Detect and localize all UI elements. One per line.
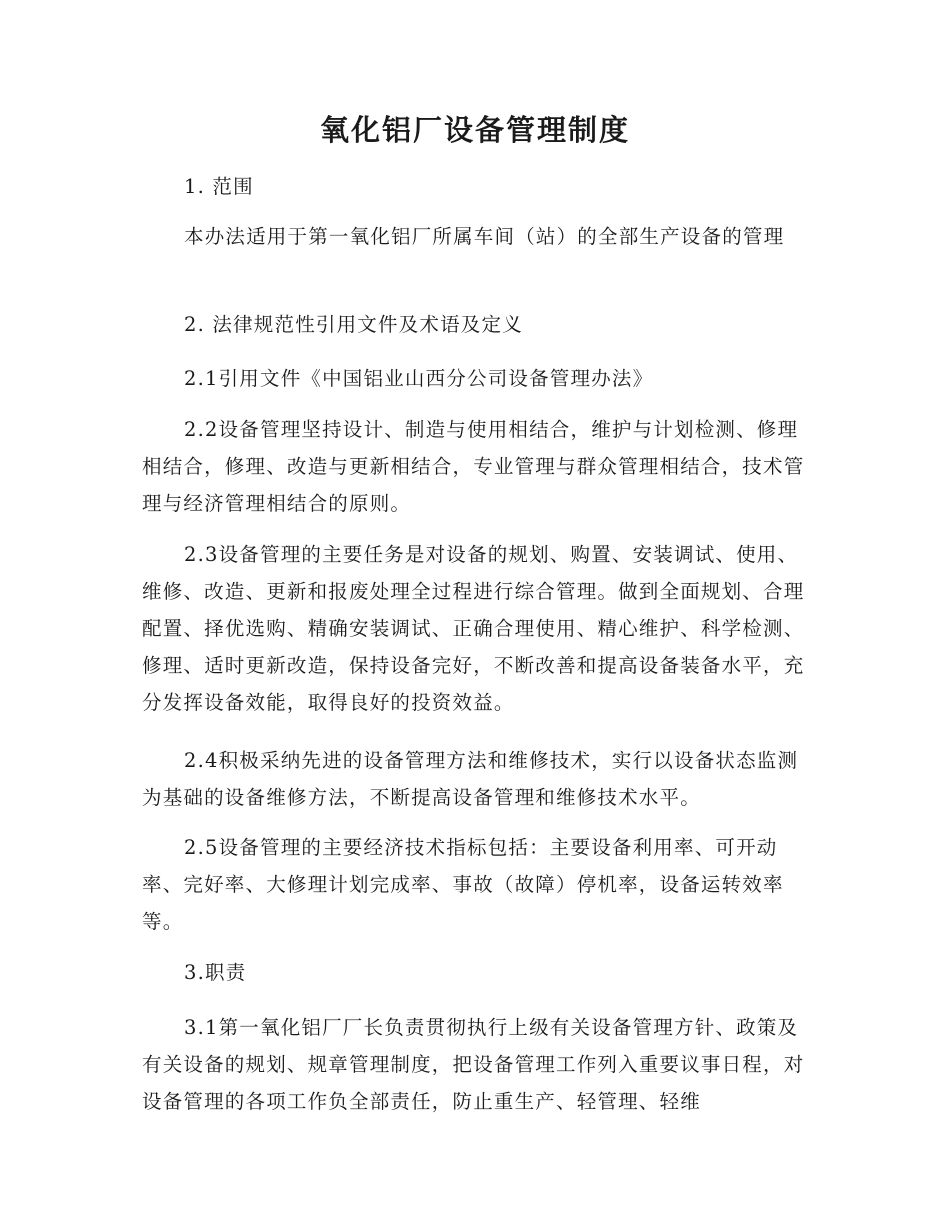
document-title: 氧化铝厂设备管理制度 [319, 113, 630, 147]
section-1-text: 本办法适用于第一氧化铝厂所属车间（站）的全部生产设备的管理 [184, 225, 785, 248]
clause-2-1: 2.1引用文件《中国铝业山西分公司设备管理办法》 [184, 367, 654, 390]
section-1-heading: 1. 范围 [184, 175, 254, 198]
clause-2-2: 2.2设备管理坚持设计、制造与使用相结合，维护与计划检测、修理相结合，修理、改造与更新相结合，专业管理与群众管理相结合，技术管理与经济管理相结合的原则。 [142, 418, 805, 515]
section-3-heading: 3.职责 [184, 961, 247, 984]
clause-2-3: 2.3设备管理的主要任务是对设备的规划、购置、安装调试、使用、维修、改造、更新和报废处理全过程进行综合管理。做到全面规划、合理配置、择优选购、精确安装调试、正确合理使用、精心维护、科学检测、修理、适时更新改造，保持设备完好，不断改善和提高设备装备水平，充分发挥设备效能，取得良好的投资效益。 [142, 543, 805, 714]
clause-2-4: 2.4积极采纳先进的设备管理方法和维修技术，实行以设备状态监测为基础的设备维修方法，不断提高设备管理和维修技术水平。 [142, 749, 799, 809]
clause-3-1: 3.1第一氧化铝厂厂长负责贯彻执行上级有关设备管理方针、政策及有关设备的规划、规章管理制度，把设备管理工作列入重要议事日程，对设备管理的各项工作负全部责任，防止重生产、轻管理、轻维 [142, 1016, 805, 1113]
clause-2-5: 2.5设备管理的主要经济技术指标包括：主要设备利用率、可开动率、完好率、大修理计划完成率、事故（故障）停机率，设备运转效率等。 [142, 836, 784, 933]
section-2-heading: 2. 法律规范性引用文件及术语及定义 [184, 313, 523, 336]
